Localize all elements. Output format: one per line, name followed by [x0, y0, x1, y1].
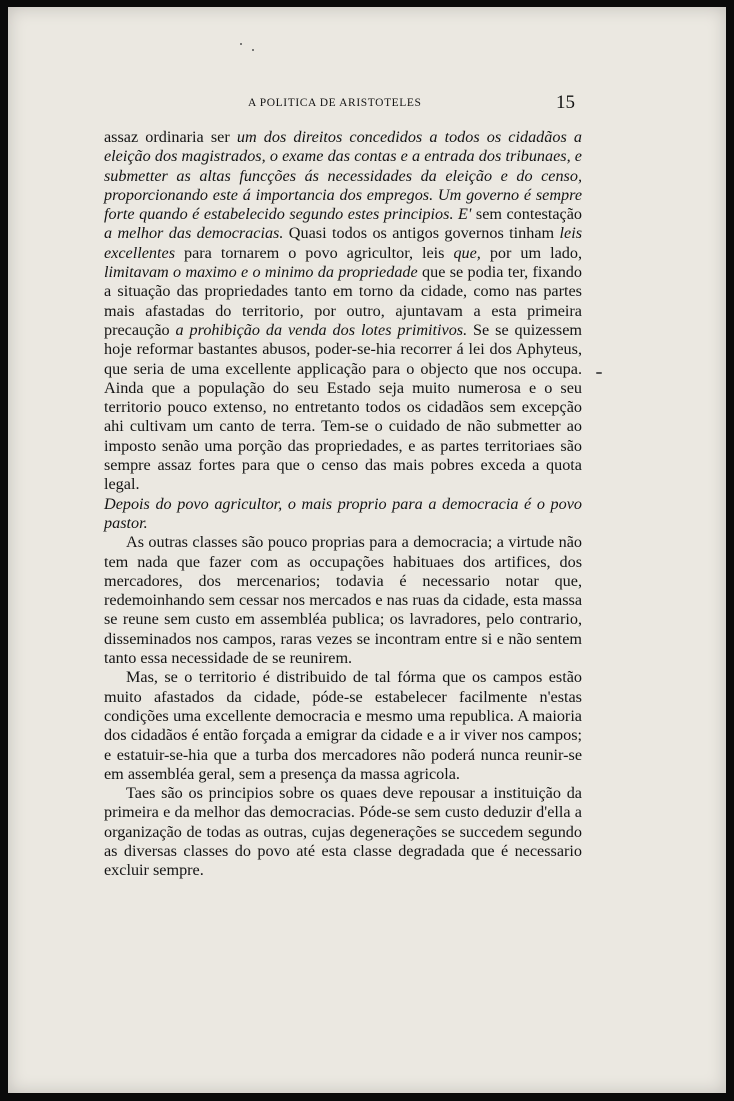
paragraph: As outras classes são pouco proprias para a democracia; a virtude não tem nada que fazer com as occupações habituaes dos artifices, dos mercadores, dos mercenarios; todavia é necessario notar que, redemoinhando sem cessar nos mercados e nas ruas da cidade, esta massa se reune sem custo em assembléa publica; os lavradores, pelo contrario, disseminados nos campos, raras vezes se incontram entre si e não sentem tanto essa necessidade de se reunirem. [104, 533, 582, 668]
margin-mark [596, 372, 602, 374]
running-header [8, 92, 726, 116]
page-number: 15 [556, 92, 575, 113]
paragraph: Mas, se o territorio é distribuido de tal fórma que os campos estão muito afastados da cidade, póde-se estabelecer facilmente n'estas condições uma excellente democracia e mesmo uma republica. A maioria dos cidadãos é então forçada a emigrar da cidade e a ir viver nos campos; e estatuir-se-hia que a turba dos mercadores não poderá nunca reunir-se em assembléa geral, sem a presença da massa agricola. [104, 668, 582, 783]
book-page [8, 7, 726, 1093]
body-text [104, 128, 582, 881]
paragraph: Depois do povo agricultor, o mais proprio para a democracia é o povo pastor. [104, 494, 582, 532]
paragraph: Taes são os principios sobre os quaes deve repousar a instituição da primeira e da melhor das democracias. Póde-se sem custo deduzir d'ella a organização de todas as outras, cujas degenerações se succedem segundo as diversas classes do povo até esta classe degradada que é necessario excluir sempre. [104, 784, 582, 880]
paper-speck [252, 49, 254, 51]
paragraph: assaz ordinaria ser um dos direitos concedidos a todos os cidadãos a eleição dos magistrados, o exame das contas e a entrada dos tribunaes, e submetter as altas funcções ás necessidades da eleição e do censo, proporcionando este á importancia dos empregos. Um governo é sempre forte quando é estabelecido segundo estes principios. E' sem contestação a melhor das democracias. Quasi todos os antigos governos tinham leis excellentes para tornarem o povo agricultor, leis que, por um lado, limitavam o maximo e o minimo da propriedade que se podia ter, fixando a situação das propriedades tanto em torno da cidade, como nas partes mais afastadas do territorio, por outro, ajuntavam a esta primeira precaução a prohibição da venda dos lotes primitivos. Se se quizessem hoje reformar bastantes abusos, poder-se-hia recorrer á lei dos Aphyteus, que seria de uma excellente applicação para o objecto que nos occupa. Ainda que a população do seu Estado seja muito numerosa e o seu territorio pouco extenso, no entretanto todos os cidadãos sem excepção ahi cultivam um canto de terra. Tem-se o cuidado de não submetter ao imposto senão uma porção das propriedades, e as partes territoriaes são sempre assaz fortes para que o censo das mais pobres exceda a quota legal. [104, 128, 582, 494]
running-title: A POLITICA DE ARISTOTELES [248, 97, 422, 109]
paper-speck [240, 43, 242, 45]
